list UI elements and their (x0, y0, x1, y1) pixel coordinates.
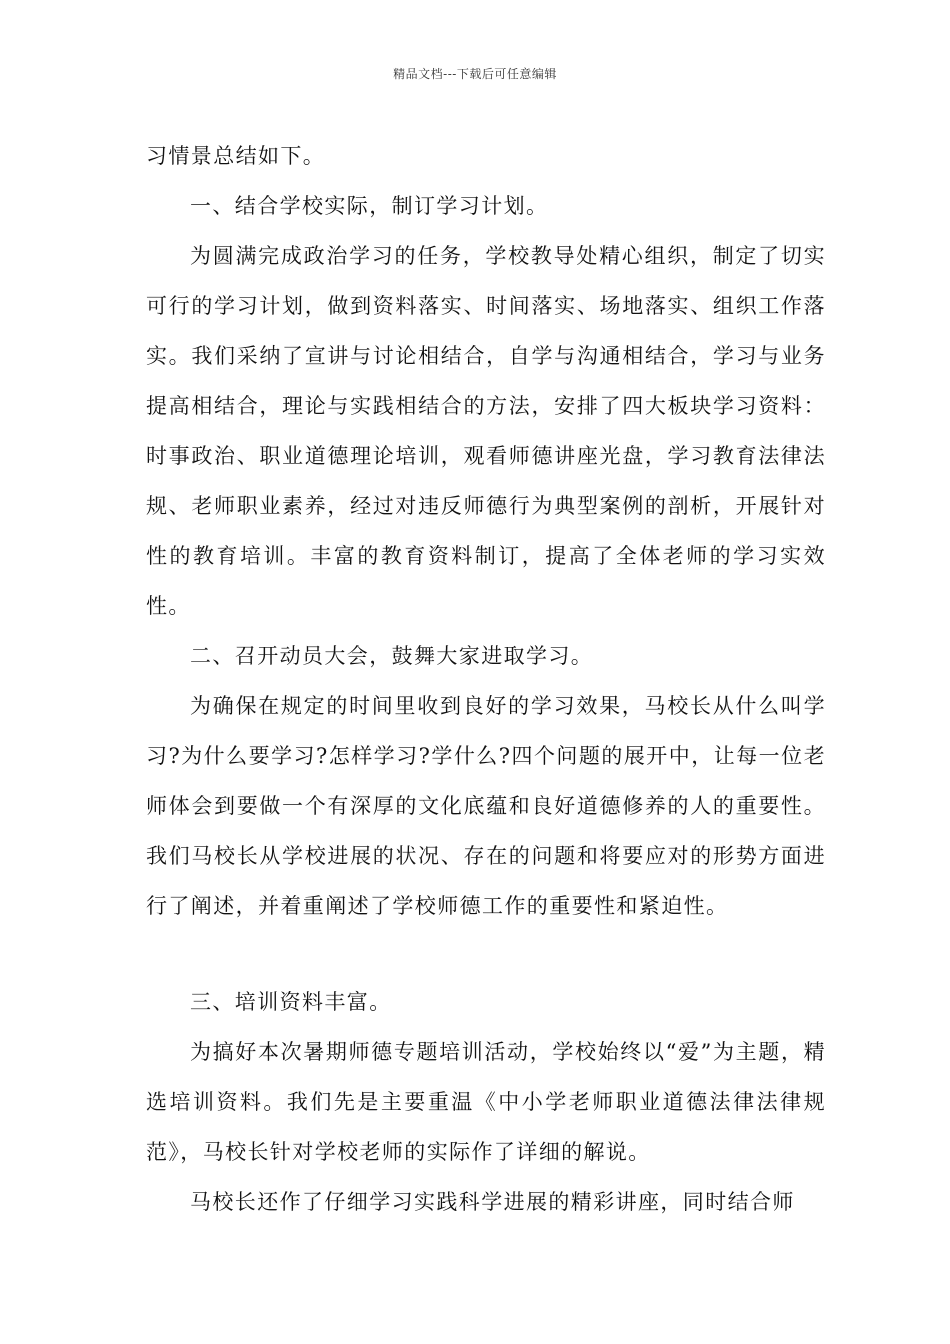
section-heading-3: 三、培训资料丰富。 (190, 990, 392, 1014)
section-heading-1: 一、结合学校实际，制订学习计划。 (190, 194, 549, 218)
document-body (146, 131, 826, 1227)
section-heading-2: 二、召开动员大会，鼓舞大家进取学习。 (190, 644, 594, 668)
paragraph: 为确保在规定的时间里收到良好的学习效果，马校长从什么叫学习?为什么要学习?怎样学习?学什么?四个问题的展开中，让每一位老师体会到要做一个有深厚的文化底蕴和良好道德修养的人的重要性。我们马校长从学校进展的状况、存在的问题和将要应对的形势方面进行了阐述，并着重阐述了学校师德工作的重要性和紧迫性。 (146, 694, 826, 918)
paragraph: 为搞好本次暑期师德专题培训活动，学校始终以“爱”为主题，精选培训资料。我们先是主要重温《中小学老师职业道德法律法律规范》，马校长针对学校老师的实际作了详细的解说。 (146, 1040, 826, 1164)
paragraph: 为圆满完成政治学习的任务，学校教导处精心组织，制定了切实可行的学习计划，做到资料落实、时间落实、场地落实、组织工作落实。我们采纳了宣讲与讨论相结合，自学与沟通相结合，学习与业务提高相结合，理论与实践相结合的方法，安排了四大板块学习资料：时事政治、职业道德理论培训，观看师德讲座光盘，学习教育法律法规、老师职业素养，经过对违反师德行为典型案例的剖析，开展针对性的教育培训。丰富的教育资料制订，提高了全体老师的学习实效性。 (146, 244, 826, 618)
page-header: 精品文档---下载后可任意编辑 (393, 67, 557, 81)
paragraph: 马校长还作了仔细学习实践科学进展的精彩讲座，同时结合师 (190, 1190, 795, 1214)
paragraph-continuation: 习情景总结如下。 (146, 144, 326, 168)
